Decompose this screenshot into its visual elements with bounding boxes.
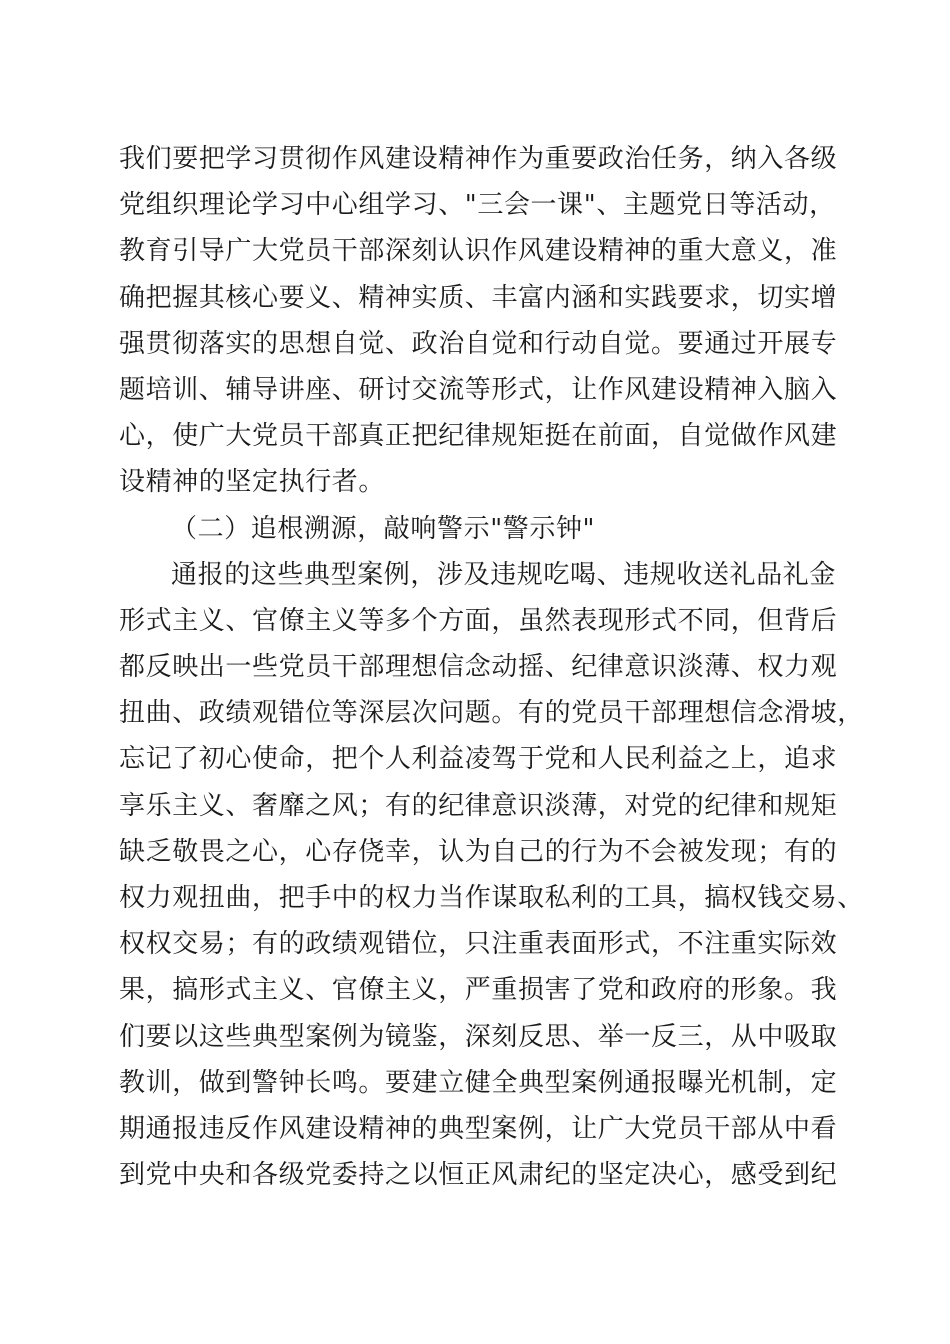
text-line: 教育引导广大党员干部深刻认识作风建设精神的重大意义，准 xyxy=(119,236,838,267)
text-line: 设精神的坚定执行者。 xyxy=(119,467,386,498)
text-line: 教训，做到警钟长鸣。要建立健全典型案例通报曝光机制，定 xyxy=(119,1067,838,1098)
text-line: 确把握其核心要义、精神实质、丰富内涵和实践要求，切实增 xyxy=(119,282,838,313)
section-heading: （二）追根溯源，敲响警示"警示钟" xyxy=(171,513,596,544)
text-line: 扭曲、政绩观错位等深层次问题。有的党员干部理想信念滑坡， xyxy=(119,698,864,729)
text-line: 党组织理论学习中心组学习、"三会一课"、主题党日等活动， xyxy=(119,190,836,221)
text-line: 到党中央和各级党委持之以恒正风肃纪的坚定决心，感受到纪 xyxy=(119,1160,838,1191)
text-line: 我们要把学习贯彻作风建设精神作为重要政治任务，纳入各级 xyxy=(119,144,838,174)
text-line: 强贯彻落实的思想自觉、政治自觉和行动自觉。要通过开展专 xyxy=(119,328,838,359)
text-line: 缺乏敬畏之心，心存侥幸，认为自己的行为不会被发现；有的 xyxy=(119,836,838,867)
text-line: 享乐主义、奢靡之风；有的纪律意识淡薄，对党的纪律和规矩 xyxy=(119,790,838,821)
text-line: 权力观扭曲，把手中的权力当作谋取私利的工具，搞权钱交易、 xyxy=(119,883,864,913)
paragraph-2 xyxy=(119,552,864,1199)
paragraph-1 xyxy=(119,136,838,506)
text-line: 题培训、辅导讲座、研讨交流等形式，让作风建设精神入脑入 xyxy=(119,374,838,405)
text-line: 忘记了初心使命，把个人利益凌驾于党和人民利益之上，追求 xyxy=(119,744,838,775)
text-line: 期通报违反作风建设精神的典型案例，让广大党员干部从中看 xyxy=(119,1113,838,1144)
text-line: 通报的这些典型案例，涉及违规吃喝、违规收送礼品礼金 xyxy=(171,559,837,590)
text-line: 权权交易；有的政绩观错位，只注重表面形式，不注重实际效 xyxy=(119,929,838,960)
text-line: 心，使广大党员干部真正把纪律规矩挺在前面，自觉做作风建 xyxy=(119,421,838,452)
text-line: 都反映出一些党员干部理想信念动摇、纪律意识淡薄、权力观 xyxy=(119,652,838,683)
text-line: 们要以这些典型案例为镜鉴，深刻反思、举一反三，从中吸取 xyxy=(119,1021,838,1052)
text-line: 形式主义、官僚主义等多个方面，虽然表现形式不同，但背后 xyxy=(119,605,838,636)
document-body xyxy=(119,136,864,1198)
text-line: 果，搞形式主义、官僚主义，严重损害了党和政府的形象。我 xyxy=(119,975,838,1006)
